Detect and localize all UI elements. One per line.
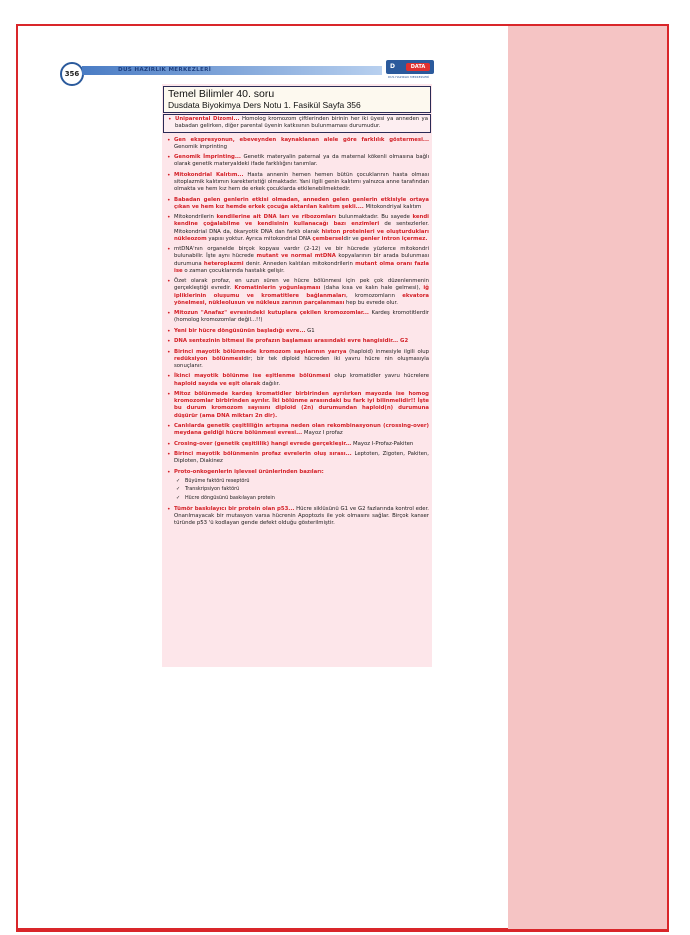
title-line-1: Temel Bilimler 40. soru — [168, 88, 275, 100]
item-text — [174, 506, 429, 526]
body-text: bulunmaktadır. Bu sayede — [335, 214, 413, 221]
list-item — [165, 154, 429, 168]
list-item — [165, 506, 429, 528]
body-text: (daha kısa ve kalın hale gelmesi), — [320, 285, 424, 292]
list-item — [165, 338, 429, 345]
page-number: 356 — [60, 62, 84, 86]
check-icon: ✓ — [176, 477, 181, 484]
bullet-icon: • — [167, 468, 171, 476]
bullet-icon: • — [167, 422, 171, 430]
emphasis-text: Uniparental Dizomi... — [175, 116, 240, 122]
item-text — [174, 154, 429, 167]
emphasis-text: Birinci mayotik bölünmede kromozom sayılarının yarıya — [174, 348, 347, 355]
emphasis-text: Babadan gelen genlerin etkisi olmadan, anneden gelen genlerin etkisiyle ortaya çıkan ve hem kız hemde erkek çocuğa aktarılan kalıtım şekli.... — [174, 196, 429, 210]
body-text: Leptoten, Zigoten, Pakiten, Diploten, Diakinez — [174, 450, 429, 465]
list-item — [165, 469, 429, 476]
side-panel — [508, 26, 667, 929]
check-icon: ✓ — [176, 494, 181, 501]
sublist-item — [165, 494, 429, 503]
emphasis-text: genler intron içermez. — [360, 235, 428, 242]
body-text: o zaman çocuklarında hastalık gelişir. — [182, 267, 285, 274]
dusdata-logo — [386, 60, 434, 80]
emphasis-text: kendi kendine çoğalabilme ve kendisinin kullanacağı bazı enzimleri — [174, 214, 429, 228]
emphasis-text: Genomik İmprinting... — [174, 154, 241, 161]
emphasis-text: Mitozun "Anafaz" evresindeki kutuplara çekilen kromozomlar... — [174, 310, 369, 317]
bullet-icon: • — [167, 136, 171, 144]
list-item — [165, 391, 429, 420]
sublist-text: Büyüme faktörü reseptörü — [185, 477, 250, 484]
body-text: Homolog kromozom çiftlerinden birinin her iki üyesi ya anneden ya babadan gelirken, diğer parental üyenin katkısının bulunmaması durumudur. — [175, 116, 428, 130]
list-item — [165, 214, 429, 243]
item-text — [174, 214, 429, 242]
item-text — [174, 338, 408, 344]
emphasis-text: iğ ipliklerinin oluşumu ve kromatitlere bağlanmaları — [174, 285, 429, 299]
body-text: Hücre siklüsünü G1 ve G2 fazlarında kontrol eder. Onarılmayacak bir mutasyon varsa hücrenin Apoptozis ile yok olmasını sağlar. Birçok kanser türünde p53 'ü kodlayan gende defekt olduğu gösterilmiştir. — [174, 505, 429, 527]
item-text — [174, 469, 324, 475]
body-text: dir ve — [343, 235, 361, 242]
item-text — [174, 310, 429, 323]
body-text: olup kromatidler yavru hücrelere — [330, 373, 430, 380]
bullet-icon: • — [167, 278, 171, 286]
item-text — [175, 116, 428, 129]
list-item — [165, 451, 429, 465]
emphasis-text: kendilerine ait DNA ları ve ribozomları — [216, 214, 336, 221]
item-text — [174, 197, 429, 210]
header-label: DUS HAZIRLIK MERKEZLERİ — [118, 67, 212, 73]
bullet-icon: • — [167, 214, 171, 222]
item-text — [174, 423, 429, 436]
sublist-item — [165, 477, 429, 486]
bullet-icon: • — [167, 310, 171, 318]
bullet-icon: • — [167, 450, 171, 458]
emphasis-text: Mitokondrial Kalıtım... — [174, 171, 244, 178]
item-text — [174, 451, 429, 464]
emphasis-text: DNA sentezinin bitmesi ile profazın başlaması arasındaki evre hangisidir... G2 — [174, 338, 409, 345]
bullet-icon: • — [168, 116, 172, 123]
list-item — [166, 116, 428, 130]
body-text: dir; bir tek diploid hücreden iki yavru hücre nin oluşmasıyla sonuçlanır. — [174, 355, 430, 369]
body-text: G1 — [305, 327, 315, 334]
item-text — [174, 391, 429, 419]
item-text — [174, 349, 429, 369]
list-item — [165, 373, 429, 387]
list-item — [165, 310, 429, 324]
bullet-icon: • — [167, 171, 171, 179]
body-text: hep bu evrede olur. — [344, 299, 398, 306]
emphasis-text: İkinci mayotik bölünme ise eşitlenme bölünmesi — [174, 373, 331, 380]
emphasis-text: redüksiyon bölünmesi — [174, 355, 244, 362]
list-item — [165, 137, 429, 151]
body-text: Mayoz I-Profaz-Pakiten — [351, 440, 414, 447]
sublist-item — [165, 485, 429, 494]
list-item — [165, 172, 429, 194]
emphasis-text: çembersel — [312, 235, 344, 242]
item-text — [174, 328, 315, 334]
body-text: yapısı yoktur. Ayrıca mitokondrial DNA — [206, 235, 313, 242]
body-text: Kardeş kromotitlerdir (homolog kromozomlar değil...!!) — [174, 310, 430, 324]
bullet-icon: • — [167, 196, 171, 204]
sublist-text: Hücre döngüsünü baskılayan protein — [185, 494, 275, 501]
emphasis-text: haploid sayıda ve eşit olarak — [174, 380, 261, 387]
emphasis-text: mutant ve normal mtDNA — [256, 253, 336, 260]
item-text — [174, 172, 429, 192]
emphasis-text: histon proteinleri ve oluşturdukları nükleozom — [174, 228, 429, 242]
emphasis-text: Proto-onkogenlerin işlevsel ürünlerinden bazıları: — [174, 468, 324, 475]
emphasis-text: heteroplazmi — [203, 260, 244, 267]
logo-left-text: D — [390, 63, 395, 70]
item-text — [174, 137, 429, 150]
item-text — [174, 373, 429, 386]
body-text: Mayoz I profaz — [302, 430, 343, 437]
bullet-icon: • — [167, 505, 171, 513]
emphasis-text: Mitoz bölünmede kardeş kromatidler birbirinden ayrılırken mayozda ise homog kromozomlar birbirinden ayrılır. İki bölünme arasındaki bu fark iyi bilinmelidir!! İşte bu durum kromozom sayısını diploid (2n) durumundan haploid(n) durumuna düşürür (ama DNA miktarı 2n dir). — [174, 390, 429, 419]
bullet-icon: • — [167, 327, 171, 335]
emphasis-text: mutant olma oranı fazla ise — [174, 260, 429, 274]
emphasis-text: Crosing-over (genetik çeşitlilik) hangi evrede gerçekleşir... — [174, 440, 352, 447]
body-text: dağılır. — [260, 380, 281, 387]
bullet-icon: • — [167, 246, 171, 254]
emphasis-text: Kromatinlerin yoğunlaşması — [234, 285, 321, 292]
item-text — [174, 441, 413, 447]
check-icon: ✓ — [176, 486, 181, 493]
question-content — [162, 84, 432, 667]
item-text — [174, 278, 429, 306]
body-text: Mitokondriyal kalıtım — [363, 203, 422, 210]
bullet-icon: • — [167, 154, 171, 162]
body-text: Genomik imprinting — [174, 143, 228, 150]
sublist-text: Transkripsiyon faktörü — [185, 486, 240, 493]
item-text — [174, 246, 429, 274]
body-text: mtDNA'nın organelde birçok kopyası vardır (2-12) ve bir hücrede yüzlerce mitokondri bulunabilir. İşte aynı hücrede — [174, 246, 429, 260]
bullet-icon: • — [167, 338, 171, 346]
body-text: (haploid) inmesiyle ilgili olup — [346, 348, 429, 355]
body-text: , kromozomların — [345, 292, 403, 299]
emphasis-text: Yeni bir hücre döngüsünün başladığı evre... — [174, 327, 306, 334]
emphasis-text: Birinci mayotik bölünmenin profaz evrelerin oluş sırası... — [174, 450, 352, 457]
list-item — [165, 349, 429, 371]
logo-right-text: DATA — [406, 63, 430, 71]
list-item — [165, 278, 429, 307]
body-text: denir. Anneden kalıtılan mitokondrilerin — [243, 260, 356, 267]
title-box — [163, 86, 431, 113]
body-text: de sentezlerler. Mitokondrial DNA da, ökaryotik DNA dan farklı olarak — [174, 221, 429, 235]
title-line-2: Dusdata Biyokimya Ders Notu 1. Fasikül Sayfa 356 — [168, 100, 361, 110]
list-item — [165, 423, 429, 437]
body-text: Özet olarak profaz, en uzun süren ve hücre bölünmesi için pek çok düzenlenmenin gerçekleştiği evredir. — [174, 278, 429, 292]
list-item — [165, 328, 429, 335]
highlighted-answer-box — [163, 114, 431, 133]
logo-tagline: DUS HAZIRLIK MERKEZLERİ — [388, 75, 430, 79]
list-item — [165, 246, 429, 275]
body-text: Mitokondrilerin — [174, 214, 217, 221]
emphasis-text: Canlılarda genetik çeşitliliğin artışına neden olan rekombinasyonun (crossing-over) meydana geldiği hücre bölünmesi evresi... — [174, 422, 429, 437]
bullet-icon: • — [167, 373, 171, 381]
emphasis-text: Tümör baskılayıcı bir protein olan p53... — [174, 505, 295, 512]
bullet-icon: • — [167, 440, 171, 448]
emphasis-text: Gen ekspresyonun, ebeveynden kaynaklanan alele göre farklılık göstermesi... — [174, 136, 429, 143]
body-text: kopyalarının bir arada bulunması durumuna — [174, 253, 429, 267]
list-item — [165, 441, 429, 448]
notes-list — [162, 137, 432, 528]
bullet-icon: • — [167, 390, 171, 398]
body-text: Genetik materyalin paternal ya da maternal kökenli olmasına bağlı olarak genetik materyaldeki ifade farklılığını tanımlar. — [174, 154, 429, 168]
bullet-icon: • — [167, 348, 171, 356]
emphasis-text: ekvatora yönelmesi, nükleolusun ve nükleus zarının parçalanması — [174, 292, 429, 306]
body-text: Hasta annenin hemen hemen bütün çocuklarının hasta olması sitoplazmik kalıtımın karekteristiği olmaktadır. Yani ilgili genin kalıtımı yalnızca anne tarafından olmakta ve hem kız hem de erkek çocuklarda etkilenebilmektedir. — [174, 171, 430, 193]
list-item — [165, 197, 429, 211]
